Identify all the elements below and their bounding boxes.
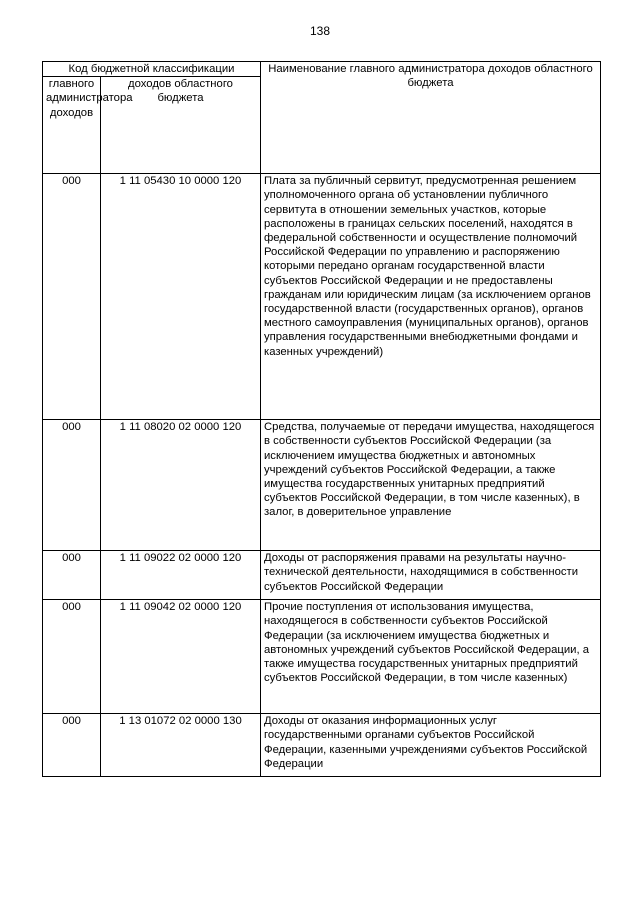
revenue-name-cell: Прочие поступления от использования имущества, находящегося в собственности субъектов Российской Федерации (за исключением имущества бюджетных и автономных учреждений субъектов Российской Федерации, а также имущества государственных унитарных предприятий субъектов Российской Федерации, в том числе казенных) [261, 600, 601, 714]
revenue-code-cell: 1 11 09042 02 0000 120 [101, 600, 261, 714]
header-budget-classification-code: Код бюджетной классификации [43, 62, 261, 77]
administrator-code-cell: 000 [43, 174, 101, 420]
revenue-code-cell: 1 13 01072 02 0000 130 [101, 714, 261, 777]
table-row [43, 174, 601, 420]
budget-classification-table [42, 61, 601, 777]
revenue-name-cell: Средства, получаемые от передачи имущества, находящегося в собственности субъектов Российской Федерации (за исключением имущества бюджетных и автономных учреждений субъектов Российской Федерации, а также имущества государственных унитарных предприятий субъектов Российской Федерации, в том числе казенных), в залог, в доверительное управление [261, 420, 601, 551]
header-main-administrator: главного администратора доходов [43, 77, 101, 174]
table-row [43, 551, 601, 600]
administrator-code-cell: 000 [43, 714, 101, 777]
administrator-code-cell: 000 [43, 420, 101, 551]
revenue-code-cell: 1 11 09022 02 0000 120 [101, 551, 261, 600]
page-number: 138 [309, 24, 331, 38]
revenue-name-cell: Плата за публичный сервитут, предусмотренная решением уполномоченного органа об установлении публичного сервитута в отношении земельных участков, которые расположены в границах сельских поселений, находятся в федеральной собственности и осуществление полномочий Российской Федерации по управлению и распоряжению которыми передано органам государственной власти субъектов Российской Федерации и не предоставлены гражданам или юридическим лицам (за исключением органов государственной власти (государственных органов), органов местного самоуправления (муниципальных органов), органов управления государственными внебюджетными фондами и казенных учреждений) [261, 174, 601, 420]
administrator-code-cell: 000 [43, 551, 101, 600]
revenue-code-cell: 1 11 05430 10 0000 120 [101, 174, 261, 420]
revenue-name-cell: Доходы от оказания информационных услуг государственными органами субъектов Российской Федерации, казенными учреждениями субъектов Российской Федерации [261, 714, 601, 777]
header-regional-budget-revenue: доходов областного бюджета [101, 77, 261, 174]
header-administrator-name: Наименование главного администратора доходов областного бюджета [261, 62, 601, 174]
revenue-code-cell: 1 11 08020 02 0000 120 [101, 420, 261, 551]
table-row [43, 600, 601, 714]
table-row [43, 420, 601, 551]
administrator-code-cell: 000 [43, 600, 101, 714]
revenue-name-cell: Доходы от распоряжения правами на результаты научно-технической деятельности, находящимися в собственности субъектов Российской Федерации [261, 551, 601, 600]
table-row [43, 714, 601, 777]
